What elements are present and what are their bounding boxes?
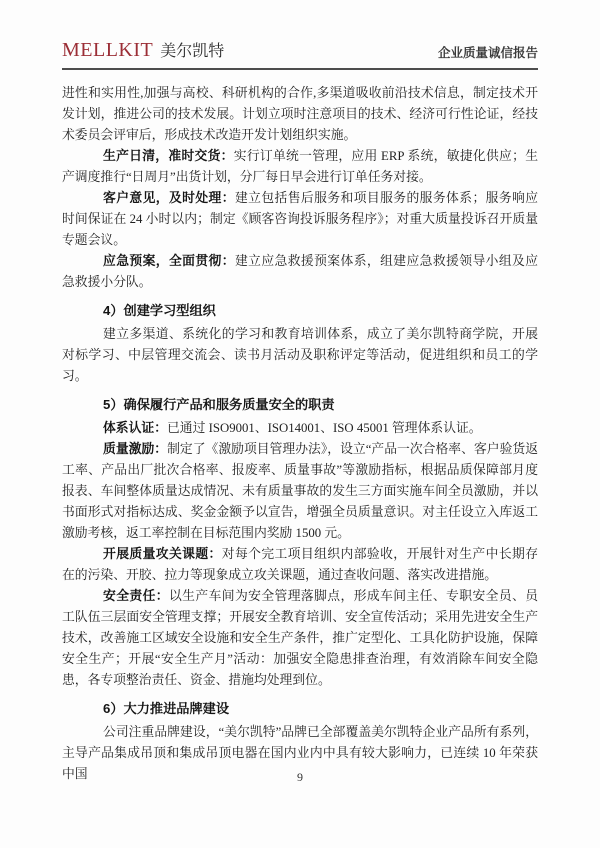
heading-text: 6）大力推进品牌建设	[103, 701, 230, 716]
paragraph	[62, 324, 538, 387]
report-title: 企业质量诚信报告	[437, 46, 538, 60]
company-logo	[62, 38, 224, 62]
paragraph-lead: 体系认证：	[103, 421, 167, 435]
paragraph	[62, 83, 538, 146]
paragraph-lead: 安全责任：	[103, 589, 169, 603]
paragraph-text: 制定了《激励项目管理办法》，设立“产品一次合格率、客户验货返工率、产品出厂批次合格率、报废率、质量事故”等激励指标，根据品质保障部月度报表、车间整体质量达成情况、未有质量事故的发生三方面实施车间全员激励，并以书面形式对指标达成、奖金金额予以宣告，增强全员质量意识。对主任设立入库返工激励考核，返工率控制在目标范围内奖励 1500 元。	[62, 442, 539, 540]
paragraph	[62, 188, 538, 251]
paragraph-text: 建立多渠道、系统化的学习和教育培训体系，成立了美尔凯特商学院，开展对标学习、中层管理交流会、读书月活动及职称评定等活动，促进组织和员工的学习。	[62, 327, 538, 383]
page-header	[62, 38, 538, 70]
heading-text: 4）创建学习型组织	[103, 303, 216, 318]
paragraph-text: 以生产车间为安全管理落脚点，形成车间主任、专职安全员、员工队伍三层面安全管理支撑；开展安全教育培训、安全宣传活动；采用先进安全生产技术，改善施工区域安全设施和安全生产条件，推广定型化、工具化防护设施，保障安全生产；开展“安全生产月”活动：加强安全隐患排查治理，有效消除车间安全隐患，各专项整治责任、资金、措施均处理到位。	[62, 589, 539, 687]
paragraph-text: 公司注重品牌建设，“美尔凯特”品牌已全部覆盖美尔凯特企业产品所有系列，主导产品集成吊顶和集成吊顶电器在国内业内中具有较大影响力，已连续 10 年荣获中国	[62, 725, 538, 781]
heading-text: 5）确保履行产品和服务质量安全的职责	[103, 397, 335, 412]
section-heading	[62, 698, 538, 719]
paragraph	[62, 439, 538, 544]
document-body	[62, 83, 538, 785]
paragraph	[62, 418, 538, 439]
paragraph-lead: 开展质量攻关课题：	[103, 547, 222, 561]
paragraph-text: 实行订单统一管理，应用 ERP 系统，敏捷化供应；生产调度推行“日周月”出货计划，分厂每日早会进行订单任务对接。	[62, 149, 538, 184]
paragraph	[62, 544, 538, 586]
paragraph-lead: 客户意见，及时处理：	[103, 191, 235, 205]
paragraph-lead: 质量激励：	[103, 442, 168, 456]
paragraph-text: 进性和实用性,加强与高校、科研机构的合作,多渠道吸收前沿技术信息，制定技术开发计划，推进公司的技术发展。计划立项时注意项目的技术、经济可行性论证，经技术委员会评审后，形成技术改造开发计划组织实施。	[62, 86, 538, 142]
section-heading	[62, 300, 538, 321]
paragraph-lead: 应急预案，全面贯彻：	[103, 254, 235, 268]
paragraph-text: 对每个完工项目组织内部验收，开展针对生产中长期存在的污染、开胶、拉力等现象成立攻关课题，通过查收问题、落实改进措施。	[62, 547, 539, 582]
paragraph	[62, 146, 538, 188]
paragraph-text: 建立应急救援预案体系，组建应急救援领导小组及应急救援小分队。	[62, 254, 539, 289]
logo-wordmark: MELLKIT	[62, 39, 154, 61]
logo-chinese-name: 美尔凯特	[160, 43, 225, 60]
page-number: 9	[297, 770, 303, 784]
paragraph	[62, 251, 538, 293]
paragraph-text: 建立包括售后服务和项目服务的服务体系；服务响应时间保证在 24 小时以内；制定《顾客咨询投诉服务程序》；对重大质量投诉召开质量专题会议。	[62, 191, 539, 247]
section-heading	[62, 394, 538, 415]
paragraph-lead: 生产日清，准时交货：	[103, 149, 234, 163]
paragraph	[62, 586, 538, 691]
paragraph-text: 已通过 ISO9001、ISO14001、ISO 45001 管理体系认证。	[166, 421, 482, 435]
